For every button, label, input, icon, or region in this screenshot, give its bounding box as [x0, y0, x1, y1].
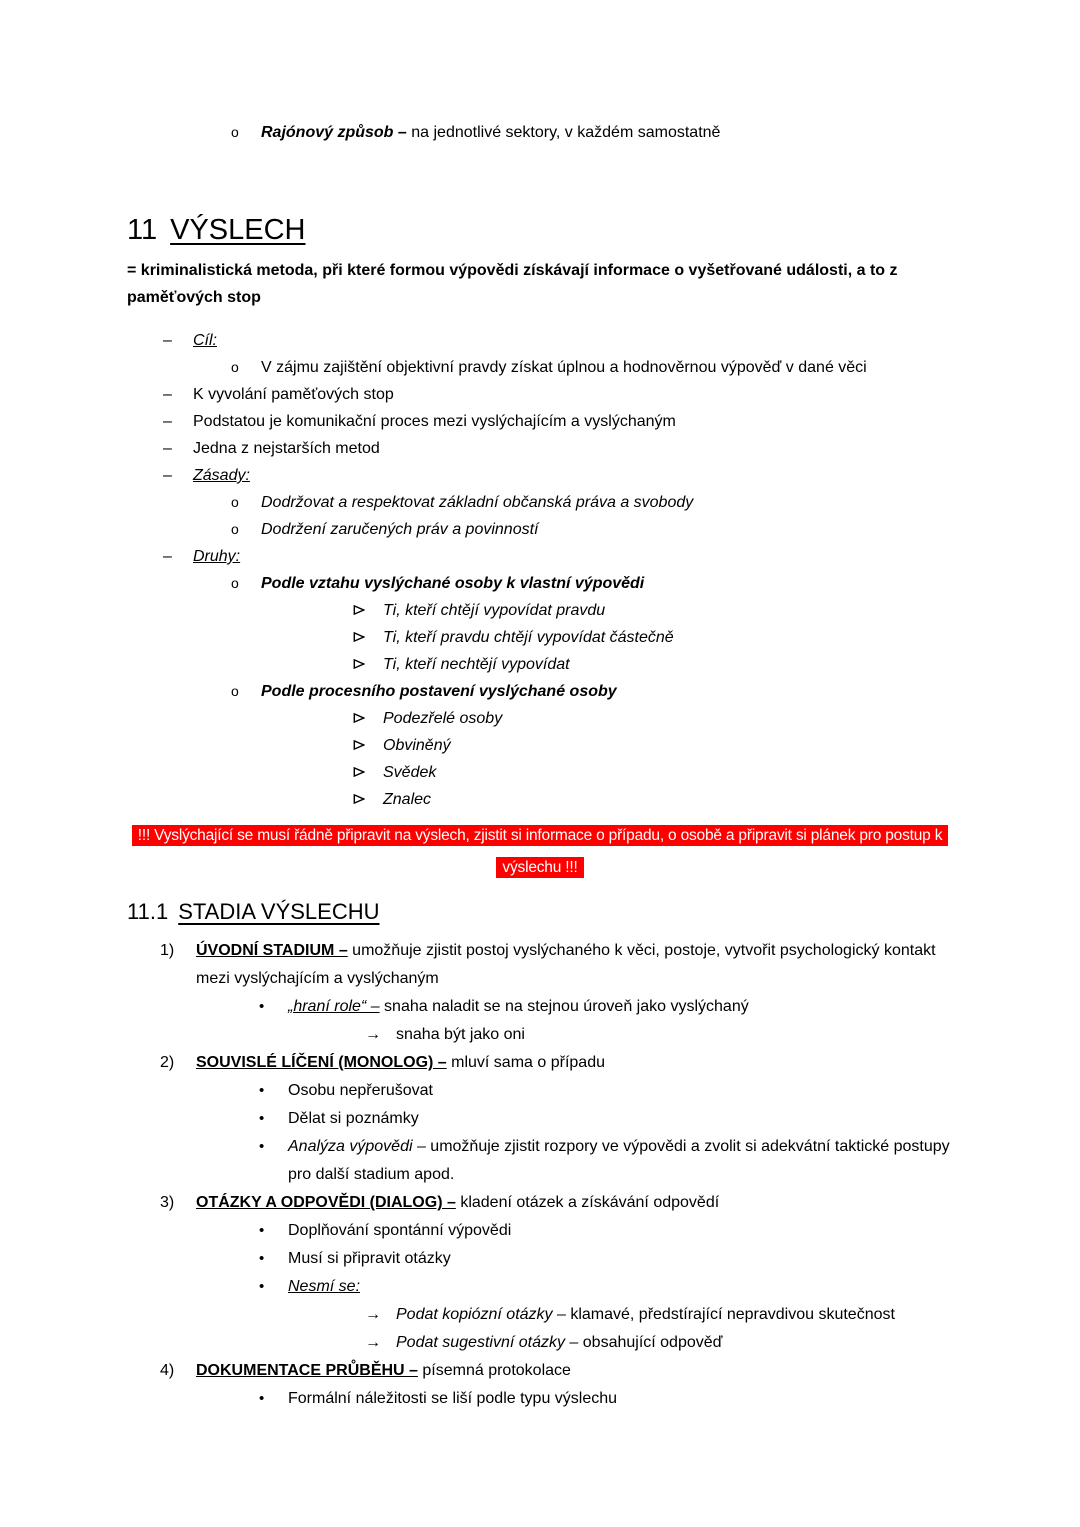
stage-lead: ÚVODNÍ STADIUM –	[196, 942, 348, 959]
arrowhead-icon	[353, 597, 383, 624]
circle-marker: o	[231, 575, 239, 591]
section-number: 11.1	[127, 899, 169, 924]
bullet-marker: •	[259, 1390, 265, 1407]
stage-sub-item	[259, 1217, 953, 1245]
list-item-text: Dodržovat a respektovat základní občanská práva a svobody	[261, 494, 694, 511]
chapter-title: VÝSLECH	[170, 214, 306, 246]
list-item	[163, 327, 953, 354]
stage-rest: kladení otázek a získávání odpovědí	[455, 1194, 720, 1211]
number-marker: 2)	[160, 1054, 175, 1071]
stage-sub-item	[259, 1385, 953, 1413]
intro-bullet-lead: Rajónový způsob –	[261, 124, 407, 141]
dash-marker: –	[163, 548, 172, 565]
arrowhead-icon	[353, 651, 383, 678]
list-item-text: Svědek	[383, 764, 437, 781]
stage-sub-sub-item	[365, 1021, 953, 1049]
bullet-marker: •	[259, 1222, 265, 1239]
sub-item-text: snaha být jako oni	[396, 1026, 525, 1043]
list-item	[231, 489, 953, 516]
arrowhead-icon	[353, 705, 383, 732]
list-item-text: Obviněný	[383, 737, 451, 754]
dash-marker: –	[163, 467, 172, 484]
sub-item-text: Nesmí se:	[288, 1278, 361, 1295]
sub-item-text: Formální náležitosti se liší podle typu výslechu	[288, 1390, 618, 1407]
sub-item-rest: obsahující odpověď	[578, 1334, 723, 1351]
list-item-text: Druhy:	[193, 548, 241, 565]
circle-marker: o	[231, 683, 239, 699]
arrow-marker: →	[365, 1306, 381, 1323]
dash-marker: –	[163, 332, 172, 349]
stage-sub-item	[259, 993, 953, 1021]
list-item-text: Podle vztahu vyslýchané osoby k vlastní výpovědi	[261, 575, 645, 592]
list-item	[163, 408, 953, 435]
list-item-text: Ti, kteří pravdu chtějí vypovídat částečně	[383, 629, 674, 646]
dash-marker: –	[163, 440, 172, 457]
number-marker: 1)	[160, 942, 175, 959]
list-item	[231, 678, 953, 705]
circle-marker: o	[231, 124, 239, 140]
stage-item	[160, 1357, 953, 1385]
arrow-marker: →	[365, 1334, 381, 1351]
stage-sub-item	[259, 1077, 953, 1105]
stage-lead: SOUVISLÉ LÍČENÍ (MONOLOG) –	[196, 1054, 447, 1071]
arrowhead-icon	[353, 786, 383, 813]
bullet-marker: •	[259, 1110, 265, 1127]
stage-sub-sub-item	[365, 1301, 953, 1329]
list-item-text: Podstatou je komunikační proces mezi vyslýchajícím a vyslýchaným	[193, 413, 676, 430]
list-item	[163, 435, 953, 462]
list-item-text: Podezřelé osoby	[383, 710, 503, 727]
sub-item-text: Dělat si poznámky	[288, 1110, 419, 1127]
sub-item-text: Doplňování spontánní výpovědi	[288, 1222, 512, 1239]
sub-item-rest: umožňuje zjistit rozpory ve výpovědi a zvolit si adekvátní taktické postupy pro další stadium apod.	[288, 1138, 950, 1183]
arrowhead-icon	[353, 624, 383, 651]
arrowhead-icon	[353, 732, 383, 759]
stage-item	[160, 1189, 953, 1217]
sub-item-lead: Podat kopiózní otázky –	[396, 1306, 566, 1323]
arrowhead-icon	[353, 759, 383, 786]
stage-sub-item	[259, 1105, 953, 1133]
stage-lead: DOKUMENTACE PRŮBĚHU –	[196, 1362, 418, 1379]
stage-item	[160, 937, 953, 993]
stage-sub-item	[259, 1133, 953, 1189]
list-item	[163, 381, 953, 408]
circle-marker: o	[231, 359, 239, 375]
list-item-text: K vyvolání paměťových stop	[193, 386, 394, 403]
list-item	[231, 354, 953, 381]
sub-item-rest: snaha naladit se na stejnou úroveň jako vyslýchaný	[379, 998, 749, 1015]
bullet-marker: •	[259, 998, 265, 1015]
section-heading	[127, 898, 953, 926]
list-item	[353, 786, 953, 813]
list-item-text: Zásady:	[193, 467, 250, 484]
warning-text: !!! Vyslýchající se musí řádně připravit na výslech, zjistit si informace o případu, o osobě a připravit si plánek pro postup k výslechu !!!	[132, 825, 949, 878]
stage-rest: umožňuje zjistit postoj vyslýchaného k věci, postoje, vytvořit psychologický kontakt mezi vyslýchajícím a vyslýchaným	[196, 942, 936, 987]
dash-marker: –	[163, 413, 172, 430]
stage-rest: mluví sama o případu	[446, 1054, 605, 1071]
circle-marker: o	[231, 521, 239, 537]
sub-item-text: Musí si připravit otázky	[288, 1250, 451, 1267]
circle-marker: o	[231, 494, 239, 510]
list-item-text: Cíl:	[193, 332, 217, 349]
bullet-marker: •	[259, 1250, 265, 1267]
outline-list	[127, 327, 953, 813]
stage-sub-item	[259, 1245, 953, 1273]
chapter-number: 11	[127, 214, 158, 246]
stage-sub-sub-item	[365, 1329, 953, 1357]
dash-marker: –	[163, 386, 172, 403]
arrow-marker: →	[365, 1026, 381, 1043]
list-item-text: Znalec	[383, 791, 432, 808]
list-item	[353, 732, 953, 759]
sub-item-lead: Podat sugestivní otázky –	[396, 1334, 579, 1351]
list-item	[353, 759, 953, 786]
list-item-text: Podle procesního postavení vyslýchané osoby	[261, 683, 617, 700]
intro-bullet-item	[231, 119, 953, 146]
sub-item-lead: Analýza výpovědi –	[288, 1138, 426, 1155]
list-item	[231, 516, 953, 543]
list-item	[353, 705, 953, 732]
list-item-text: Ti, kteří nechtějí vypovídat	[383, 656, 570, 673]
list-item	[353, 597, 953, 624]
list-item-text: Ti, kteří chtějí vypovídat pravdu	[383, 602, 606, 619]
bullet-marker: •	[259, 1082, 265, 1099]
section-title: STADIA VÝSLECHU	[178, 899, 380, 924]
stage-sub-item	[259, 1273, 953, 1301]
stage-item	[160, 1049, 953, 1077]
warning-banner	[127, 820, 953, 884]
number-marker: 4)	[160, 1362, 175, 1379]
list-item-text: Dodržení zaručených práv a povinností	[261, 521, 539, 538]
sub-item-text: Osobu nepřerušovat	[288, 1082, 433, 1099]
list-item	[353, 624, 953, 651]
list-item-text: V zájmu zajištění objektivní pravdy získat úplnou a hodnověrnou výpověď v dané věci	[261, 359, 867, 376]
stage-rest: písemná protokolace	[417, 1362, 571, 1379]
list-item	[353, 651, 953, 678]
bullet-marker: •	[259, 1278, 265, 1295]
definition-paragraph: = kriminalistická metoda, při které formou výpovědi získávají informace o vyšetřované události, a to z paměťových stop	[127, 262, 898, 306]
stage-lead: OTÁZKY A ODPOVĚDI (DIALOG) –	[196, 1194, 456, 1211]
sub-item-rest: klamavé, předstírající nepravdivou skutečnost	[565, 1306, 895, 1323]
chapter-heading	[127, 212, 953, 248]
list-item	[163, 462, 953, 489]
sub-item-lead: „hraní role“ –	[288, 998, 380, 1015]
bullet-marker: •	[259, 1138, 265, 1155]
intro-bullet-rest: na jednotlivé sektory, v každém samostatně	[406, 124, 721, 141]
list-item	[163, 543, 953, 570]
list-item	[231, 570, 953, 597]
list-item-text: Jedna z nejstarších metod	[193, 440, 380, 457]
stages-list	[127, 937, 953, 1413]
number-marker: 3)	[160, 1194, 175, 1211]
